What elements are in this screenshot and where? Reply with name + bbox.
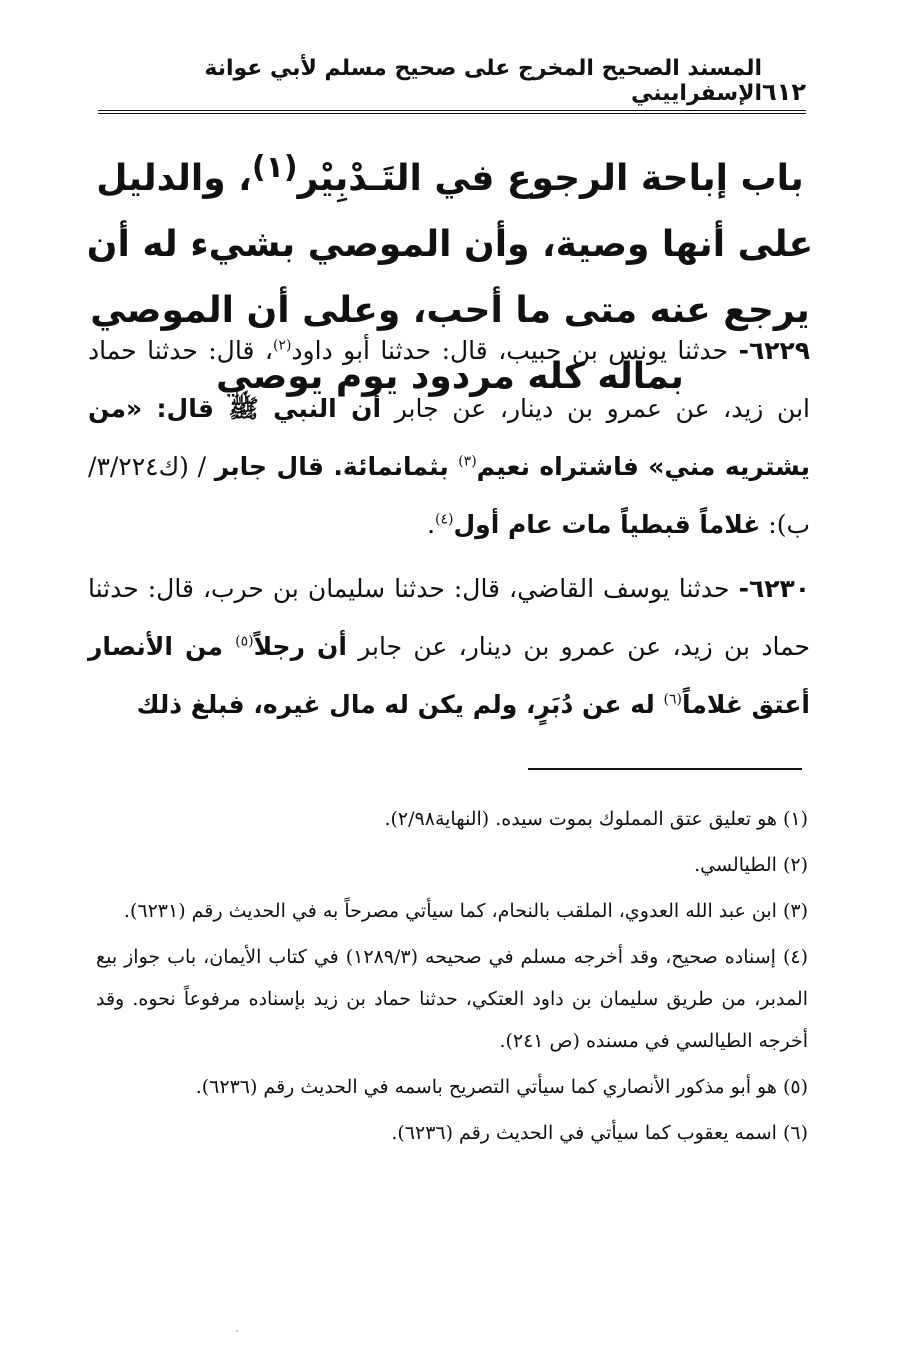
hadith-matn-bold: غلاماً قبطياً مات عام أول — [453, 510, 761, 539]
running-title: المسند الصحيح المخرج على صحيح مسلم لأبي عوانة الإسفراييني — [204, 56, 763, 106]
hadith-text: ، قال: حدثنا حماد ابن زيد، عن عمرو بن دينار، عن جابر — [88, 336, 810, 423]
footnote-item — [96, 936, 808, 1062]
manuscript-folio-ref: / (ك٣/٢٢٤/ب): — [88, 452, 810, 539]
footnote-number: (١) — [782, 808, 808, 830]
chapter-title-part2: ، والدليل على أنها وصية، وأن الموصي بشيء له أن يرجع عنه متى ما أحب، وعلى أن الموصي بماله كله مردود يوم يوصي — [86, 158, 814, 397]
running-header — [98, 56, 806, 114]
footnotes-list — [96, 798, 808, 1158]
footnote-ref-2: (٢) — [272, 337, 292, 354]
footnote-text: هو أبو مذكور الأنصاري كما سيأتي التصريح باسمه في الحديث رقم (٦٢٣٦). — [195, 1076, 783, 1098]
hadith-matn-bold: أن رجلاً — [253, 632, 347, 661]
page-number: ٦١٢ — [762, 78, 806, 106]
footnote-item — [96, 890, 808, 932]
footnote-separator — [528, 768, 802, 770]
footnote-ref-4: (٤) — [435, 511, 454, 528]
footnote-text: هو تعليق عتق المملوك بموت سيده. (النهاية٢/٩٨). — [384, 808, 783, 830]
footnote-text: إسناده صحيح، وقد أخرجه مسلم في صحيحه (١٢٨٩/٣) في كتاب الأيمان، باب جواز بيع المدبر، من طريق سليمان بن داود العتكي، حدثنا حماد بن زيد بإسناده مرفوعاً نحوه. وقد أخرجه الطيالسي في مسنده (ص ٢٤١). — [96, 946, 808, 1052]
hadith-6230 — [88, 560, 810, 734]
footnote-ref-6: (٦) — [663, 691, 682, 708]
hadith-6229 — [88, 322, 810, 554]
footnote-item — [96, 1066, 808, 1108]
footnote-number: (٣) — [782, 900, 808, 922]
hadith-text: حدثنا يوسف القاضي، قال: حدثنا سليمان بن حرب، قال: حدثنا حماد بن زيد، عن عمرو بن دينار، عن جابر — [88, 574, 810, 661]
footnote-text: ابن عبد الله العدوي، الملقب بالنحام، كما سيأتي مصرحاً به في الحديث رقم (٦٢٣١). — [123, 900, 783, 922]
scan-speck — [236, 1330, 238, 1332]
footnote-item — [96, 798, 808, 840]
footnote-item — [96, 1112, 808, 1154]
footnote-number: (٢) — [782, 854, 808, 876]
footnote-text: الطيالسي. — [694, 854, 783, 876]
footnote-number: (٥) — [782, 1076, 808, 1098]
hadith-number: ٦٢٣٠- — [738, 574, 810, 603]
hadith-matn-bold: بثمانمائة. قال جابر — [214, 452, 459, 481]
footnote-ref-3: (٣) — [458, 453, 477, 470]
footnote-ref-5: (٥) — [235, 633, 254, 650]
hadith-matn-bold: من الأنصار أعتق غلاماً — [88, 632, 810, 719]
footnote-number: (٤) — [782, 946, 808, 968]
footnote-item — [96, 844, 808, 886]
chapter-title-part1: باب إباحة الرجوع في التَـدْبِيْر — [297, 158, 804, 199]
hadith-number: ٦٢٢٩- — [738, 336, 811, 365]
footnote-text: اسمه يعقوب كما سيأتي في الحديث رقم (٦٢٣٦). — [391, 1122, 783, 1144]
footnote-ref-1: (١) — [251, 150, 298, 185]
hadith-matn-bold: له عن دُبَرٍ، ولم يكن له مال غيره، فبلغ ذلك — [136, 690, 664, 719]
footnote-number: (٦) — [782, 1122, 808, 1144]
hadith-matn-bold: أن النبي ﷺ قال: «من يشتريه مني» فاشتراه نعيم — [88, 394, 810, 481]
hadith-text: . — [427, 510, 436, 539]
hadith-text: حدثنا يونس بن حبيب، قال: حدثنا أبو داود — [291, 336, 739, 365]
